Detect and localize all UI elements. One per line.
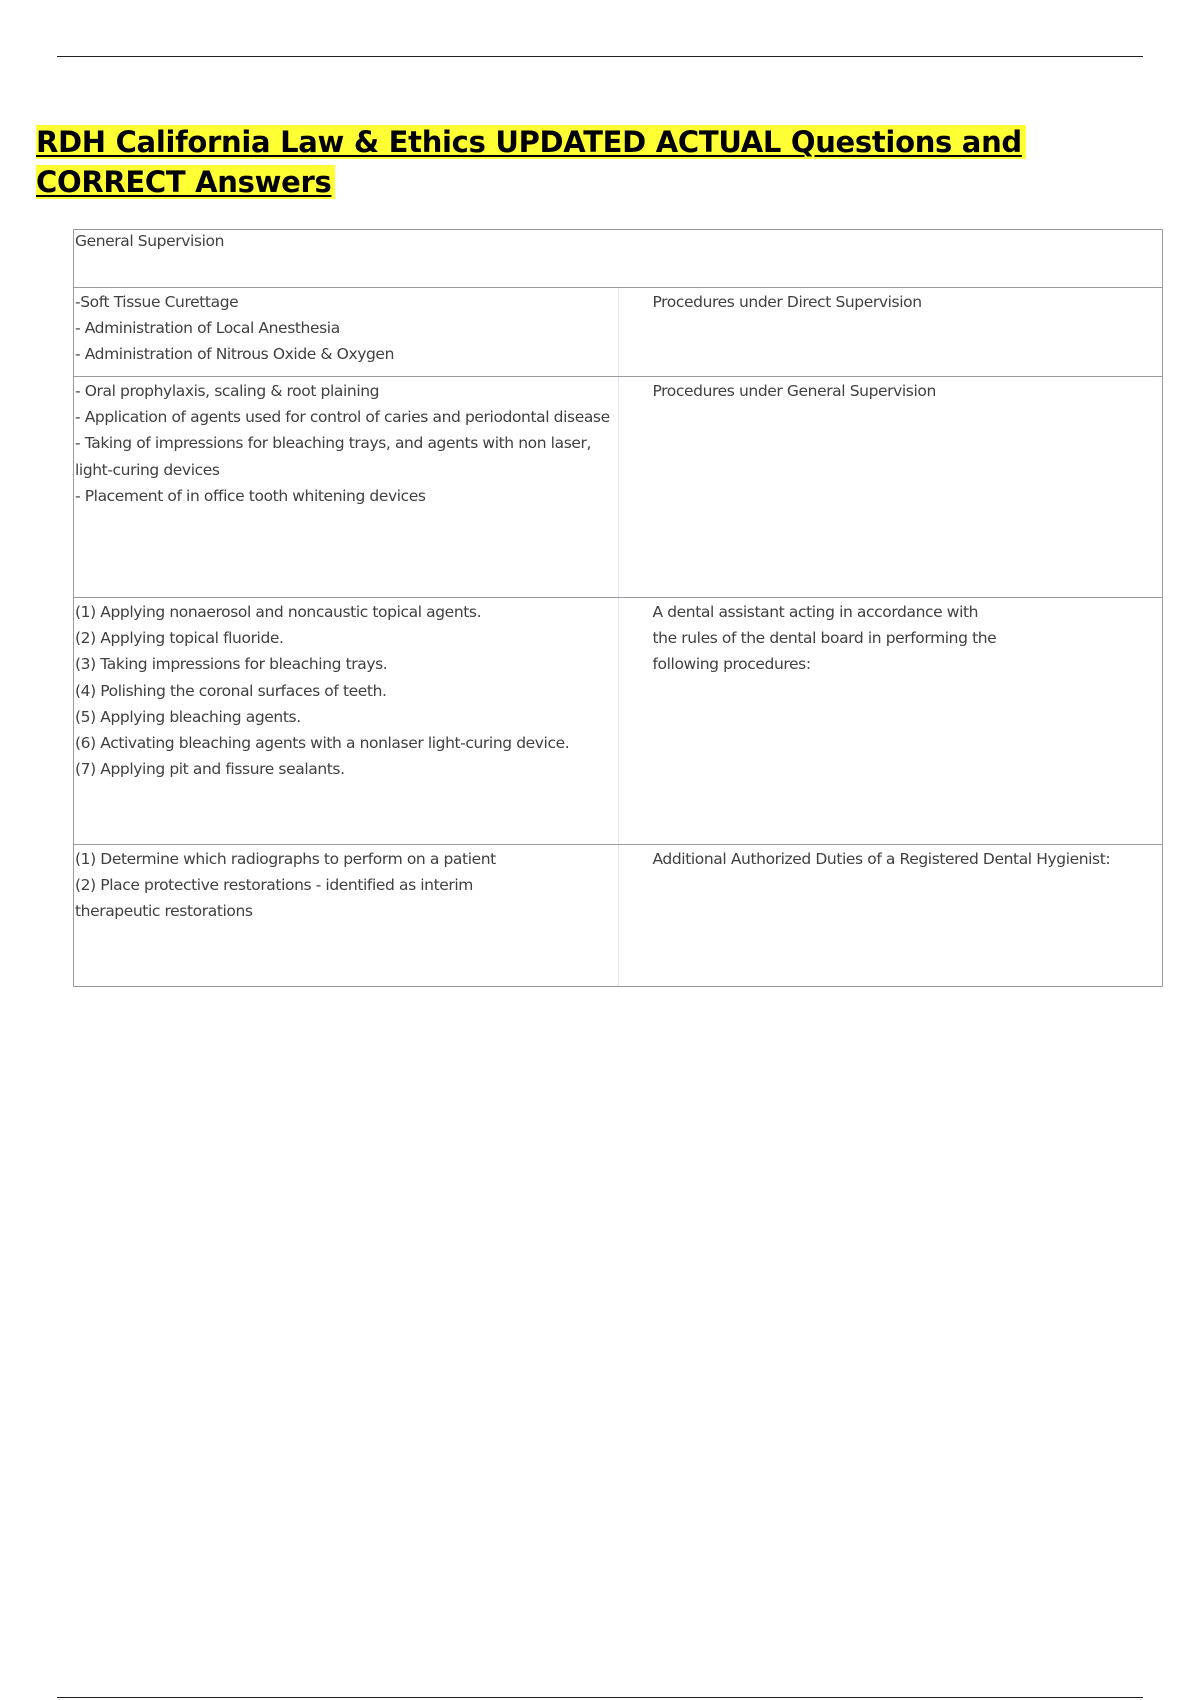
- question-cell: [74, 845, 619, 987]
- footer-rule: [57, 1697, 1143, 1698]
- question-line: - Taking of impressions for bleaching trays, and agents with non laser, light-curing devices: [75, 434, 592, 479]
- question-line: - Placement of in office tooth whitening devices: [75, 486, 426, 505]
- table-header-cell: [74, 230, 1163, 288]
- answer-cell: [618, 598, 1163, 845]
- question-line: (2) Applying topical fluoride.: [75, 629, 284, 648]
- question-cell: [74, 377, 619, 598]
- answer-text: Procedures under General Supervision: [652, 382, 936, 400]
- table-row: [74, 377, 1163, 598]
- question-line: (5) Applying bleaching agents.: [75, 707, 301, 726]
- question-line: (7) Applying pit and fissure sealants.: [75, 760, 345, 779]
- question-line: (6) Activating bleaching agents with a nonlaser light-curing device.: [75, 734, 570, 753]
- table-row: [74, 288, 1163, 377]
- question-line: therapeutic restorations: [75, 902, 253, 921]
- question-line: - Administration of Local Anesthesia: [75, 319, 340, 338]
- question-line: (1) Applying nonaerosol and noncaustic topical agents.: [75, 603, 482, 621]
- question-line: - Application of agents used for control of caries and periodontal disease: [75, 408, 610, 427]
- table-row: [74, 845, 1163, 987]
- document-title: [36, 122, 1166, 202]
- title-highlight: RDH California Law & Ethics UPDATED ACTUAL Questions and CORRECT Answers: [36, 125, 1026, 199]
- question-line: (4) Polishing the coronal surfaces of teeth.: [75, 681, 387, 700]
- question-line: -Soft Tissue Curettage: [75, 293, 239, 311]
- question-line: - Administration of Nitrous Oxide & Oxygen: [75, 345, 394, 364]
- answer-cell: [618, 377, 1163, 598]
- qa-table: [73, 229, 1163, 987]
- question-line: - Oral prophylaxis, scaling & root plaining: [75, 382, 380, 400]
- answer-cell: [618, 288, 1163, 377]
- table-row: [74, 598, 1163, 845]
- answer-text: A dental assistant acting in accordance with the rules of the dental board in performing the following procedures:: [652, 603, 997, 674]
- answer-text: Additional Authorized Duties of a Registered Dental Hygienist:: [652, 850, 1111, 868]
- header-rule: [57, 56, 1143, 57]
- question-line: (2) Place protective restorations - identified as interim: [75, 876, 473, 895]
- question-cell: [74, 288, 619, 377]
- table-header: General Supervision: [75, 232, 224, 250]
- answer-text: Procedures under Direct Supervision: [652, 293, 922, 311]
- answer-cell: [618, 845, 1163, 987]
- question-cell: [74, 598, 619, 845]
- question-line: (1) Determine which radiographs to perform on a patient: [75, 850, 496, 868]
- question-line: (3) Taking impressions for bleaching trays.: [75, 655, 388, 674]
